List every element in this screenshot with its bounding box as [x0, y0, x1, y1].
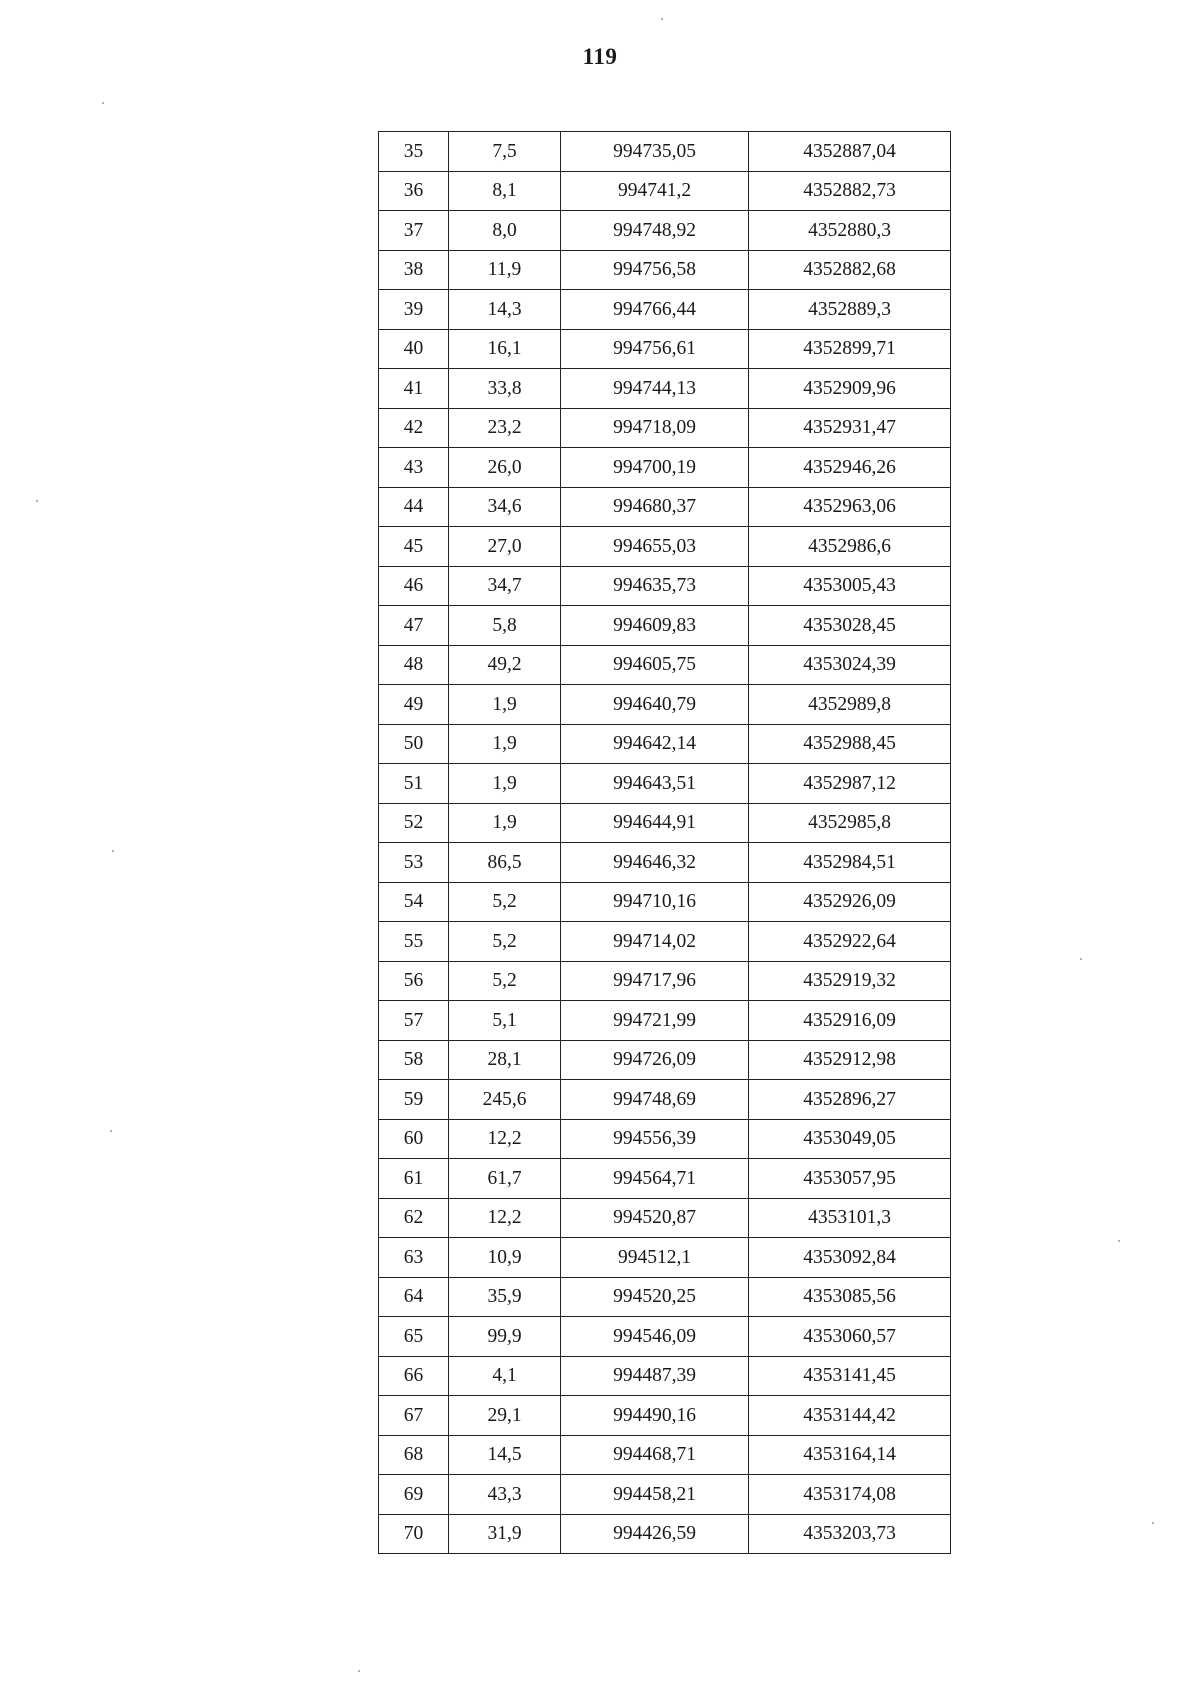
- point-number-cell: 64: [379, 1277, 449, 1317]
- x-coordinate-cell: 994520,25: [561, 1277, 749, 1317]
- segment-length-cell: 34,7: [449, 566, 561, 606]
- table-row: [379, 1435, 951, 1475]
- segment-length-cell: 99,9: [449, 1317, 561, 1357]
- point-number-cell: 53: [379, 843, 449, 883]
- table-row: [379, 1238, 951, 1278]
- table-row: [379, 211, 951, 251]
- y-coordinate-cell: 4352909,96: [749, 369, 951, 409]
- point-number-cell: 45: [379, 527, 449, 567]
- x-coordinate-cell: 994756,61: [561, 329, 749, 369]
- scan-speck: [36, 500, 38, 502]
- point-number-cell: 63: [379, 1238, 449, 1278]
- table-row: [379, 1514, 951, 1554]
- x-coordinate-cell: 994646,32: [561, 843, 749, 883]
- y-coordinate-cell: 4352963,06: [749, 487, 951, 527]
- x-coordinate-cell: 994556,39: [561, 1119, 749, 1159]
- point-number-cell: 58: [379, 1040, 449, 1080]
- table-row: [379, 1001, 951, 1041]
- table-row: [379, 250, 951, 290]
- x-coordinate-cell: 994642,14: [561, 724, 749, 764]
- point-number-cell: 51: [379, 764, 449, 804]
- segment-length-cell: 1,9: [449, 685, 561, 725]
- segment-length-cell: 35,9: [449, 1277, 561, 1317]
- y-coordinate-cell: 4353174,08: [749, 1475, 951, 1515]
- x-coordinate-cell: 994564,71: [561, 1159, 749, 1199]
- x-coordinate-cell: 994468,71: [561, 1435, 749, 1475]
- y-coordinate-cell: 4352986,6: [749, 527, 951, 567]
- y-coordinate-cell: 4352882,73: [749, 171, 951, 211]
- table-row: [379, 645, 951, 685]
- segment-length-cell: 12,2: [449, 1119, 561, 1159]
- point-number-cell: 60: [379, 1119, 449, 1159]
- segment-length-cell: 8,0: [449, 211, 561, 251]
- table-row: [379, 1356, 951, 1396]
- segment-length-cell: 7,5: [449, 132, 561, 172]
- segment-length-cell: 61,7: [449, 1159, 561, 1199]
- point-number-cell: 46: [379, 566, 449, 606]
- segment-length-cell: 29,1: [449, 1396, 561, 1436]
- table-row: [379, 1277, 951, 1317]
- point-number-cell: 67: [379, 1396, 449, 1436]
- segment-length-cell: 14,5: [449, 1435, 561, 1475]
- y-coordinate-cell: 4353085,56: [749, 1277, 951, 1317]
- point-number-cell: 35: [379, 132, 449, 172]
- x-coordinate-cell: 994680,37: [561, 487, 749, 527]
- y-coordinate-cell: 4353024,39: [749, 645, 951, 685]
- x-coordinate-cell: 994714,02: [561, 922, 749, 962]
- x-coordinate-cell: 994512,1: [561, 1238, 749, 1278]
- y-coordinate-cell: 4353144,42: [749, 1396, 951, 1436]
- segment-length-cell: 33,8: [449, 369, 561, 409]
- segment-length-cell: 49,2: [449, 645, 561, 685]
- table-row: [379, 369, 951, 409]
- x-coordinate-cell: 994609,83: [561, 606, 749, 646]
- y-coordinate-cell: 4353203,73: [749, 1514, 951, 1554]
- x-coordinate-cell: 994766,44: [561, 290, 749, 330]
- segment-length-cell: 4,1: [449, 1356, 561, 1396]
- table-body: [379, 132, 951, 1554]
- x-coordinate-cell: 994655,03: [561, 527, 749, 567]
- scan-speck: [1080, 958, 1082, 960]
- y-coordinate-cell: 4352896,27: [749, 1080, 951, 1120]
- segment-length-cell: 1,9: [449, 724, 561, 764]
- scan-speck: [112, 850, 114, 852]
- y-coordinate-cell: 4352887,04: [749, 132, 951, 172]
- table-row: [379, 1198, 951, 1238]
- point-number-cell: 68: [379, 1435, 449, 1475]
- table-row: [379, 1159, 951, 1199]
- point-number-cell: 55: [379, 922, 449, 962]
- y-coordinate-cell: 4352922,64: [749, 922, 951, 962]
- y-coordinate-cell: 4353057,95: [749, 1159, 951, 1199]
- segment-length-cell: 1,9: [449, 764, 561, 804]
- x-coordinate-cell: 994640,79: [561, 685, 749, 725]
- x-coordinate-cell: 994726,09: [561, 1040, 749, 1080]
- segment-length-cell: 10,9: [449, 1238, 561, 1278]
- y-coordinate-cell: 4352912,98: [749, 1040, 951, 1080]
- x-coordinate-cell: 994710,16: [561, 882, 749, 922]
- x-coordinate-cell: 994605,75: [561, 645, 749, 685]
- y-coordinate-cell: 4353101,3: [749, 1198, 951, 1238]
- x-coordinate-cell: 994748,92: [561, 211, 749, 251]
- y-coordinate-cell: 4352946,26: [749, 448, 951, 488]
- y-coordinate-cell: 4352916,09: [749, 1001, 951, 1041]
- table-row: [379, 1080, 951, 1120]
- coordinates-table: [378, 131, 951, 1554]
- segment-length-cell: 5,1: [449, 1001, 561, 1041]
- point-number-cell: 38: [379, 250, 449, 290]
- point-number-cell: 49: [379, 685, 449, 725]
- x-coordinate-cell: 994700,19: [561, 448, 749, 488]
- segment-length-cell: 12,2: [449, 1198, 561, 1238]
- page-number: 119: [582, 44, 618, 69]
- x-coordinate-cell: 994721,99: [561, 1001, 749, 1041]
- table-row: [379, 685, 951, 725]
- x-coordinate-cell: 994546,09: [561, 1317, 749, 1357]
- table-row: [379, 882, 951, 922]
- point-number-cell: 70: [379, 1514, 449, 1554]
- table-row: [379, 764, 951, 804]
- y-coordinate-cell: 4353028,45: [749, 606, 951, 646]
- segment-length-cell: 245,6: [449, 1080, 561, 1120]
- table-row: [379, 961, 951, 1001]
- segment-length-cell: 27,0: [449, 527, 561, 567]
- point-number-cell: 56: [379, 961, 449, 1001]
- table-row: [379, 290, 951, 330]
- x-coordinate-cell: 994644,91: [561, 803, 749, 843]
- table-row: [379, 448, 951, 488]
- y-coordinate-cell: 4352985,8: [749, 803, 951, 843]
- y-coordinate-cell: 4353164,14: [749, 1435, 951, 1475]
- segment-length-cell: 23,2: [449, 408, 561, 448]
- segment-length-cell: 86,5: [449, 843, 561, 883]
- y-coordinate-cell: 4353060,57: [749, 1317, 951, 1357]
- table-row: [379, 1396, 951, 1436]
- y-coordinate-cell: 4352919,32: [749, 961, 951, 1001]
- point-number-cell: 43: [379, 448, 449, 488]
- table-row: [379, 171, 951, 211]
- x-coordinate-cell: 994643,51: [561, 764, 749, 804]
- segment-length-cell: 34,6: [449, 487, 561, 527]
- scan-speck: [110, 1130, 112, 1132]
- x-coordinate-cell: 994520,87: [561, 1198, 749, 1238]
- segment-length-cell: 1,9: [449, 803, 561, 843]
- y-coordinate-cell: 4353005,43: [749, 566, 951, 606]
- point-number-cell: 54: [379, 882, 449, 922]
- segment-length-cell: 28,1: [449, 1040, 561, 1080]
- y-coordinate-cell: 4353049,05: [749, 1119, 951, 1159]
- segment-length-cell: 26,0: [449, 448, 561, 488]
- point-number-cell: 65: [379, 1317, 449, 1357]
- table-row: [379, 329, 951, 369]
- x-coordinate-cell: 994741,2: [561, 171, 749, 211]
- x-coordinate-cell: 994717,96: [561, 961, 749, 1001]
- x-coordinate-cell: 994744,13: [561, 369, 749, 409]
- y-coordinate-cell: 4352987,12: [749, 764, 951, 804]
- y-coordinate-cell: 4353141,45: [749, 1356, 951, 1396]
- point-number-cell: 66: [379, 1356, 449, 1396]
- point-number-cell: 41: [379, 369, 449, 409]
- segment-length-cell: 5,2: [449, 961, 561, 1001]
- point-number-cell: 40: [379, 329, 449, 369]
- point-number-cell: 47: [379, 606, 449, 646]
- x-coordinate-cell: 994748,69: [561, 1080, 749, 1120]
- y-coordinate-cell: 4352880,3: [749, 211, 951, 251]
- table-row: [379, 1040, 951, 1080]
- segment-length-cell: 16,1: [449, 329, 561, 369]
- y-coordinate-cell: 4352989,8: [749, 685, 951, 725]
- point-number-cell: 48: [379, 645, 449, 685]
- table-row: [379, 843, 951, 883]
- segment-length-cell: 43,3: [449, 1475, 561, 1515]
- segment-length-cell: 5,2: [449, 882, 561, 922]
- table-row: [379, 487, 951, 527]
- segment-length-cell: 8,1: [449, 171, 561, 211]
- y-coordinate-cell: 4352926,09: [749, 882, 951, 922]
- x-coordinate-cell: 994458,21: [561, 1475, 749, 1515]
- table-row: [379, 566, 951, 606]
- segment-length-cell: 5,8: [449, 606, 561, 646]
- point-number-cell: 44: [379, 487, 449, 527]
- x-coordinate-cell: 994487,39: [561, 1356, 749, 1396]
- scan-speck: [661, 18, 663, 20]
- y-coordinate-cell: 4353092,84: [749, 1238, 951, 1278]
- table-row: [379, 724, 951, 764]
- point-number-cell: 50: [379, 724, 449, 764]
- y-coordinate-cell: 4352931,47: [749, 408, 951, 448]
- scan-speck: [358, 1670, 360, 1672]
- table-row: [379, 1119, 951, 1159]
- table-row: [379, 408, 951, 448]
- x-coordinate-cell: 994735,05: [561, 132, 749, 172]
- scan-speck: [102, 102, 104, 104]
- x-coordinate-cell: 994718,09: [561, 408, 749, 448]
- y-coordinate-cell: 4352988,45: [749, 724, 951, 764]
- point-number-cell: 36: [379, 171, 449, 211]
- x-coordinate-cell: 994756,58: [561, 250, 749, 290]
- table-row: [379, 132, 951, 172]
- point-number-cell: 59: [379, 1080, 449, 1120]
- x-coordinate-cell: 994426,59: [561, 1514, 749, 1554]
- table-row: [379, 527, 951, 567]
- point-number-cell: 57: [379, 1001, 449, 1041]
- table-row: [379, 606, 951, 646]
- table-row: [379, 803, 951, 843]
- point-number-cell: 37: [379, 211, 449, 251]
- y-coordinate-cell: 4352882,68: [749, 250, 951, 290]
- table-row: [379, 1317, 951, 1357]
- point-number-cell: 52: [379, 803, 449, 843]
- scan-speck: [1152, 1522, 1154, 1524]
- point-number-cell: 69: [379, 1475, 449, 1515]
- point-number-cell: 39: [379, 290, 449, 330]
- segment-length-cell: 14,3: [449, 290, 561, 330]
- scan-speck: [1118, 1240, 1120, 1242]
- y-coordinate-cell: 4352984,51: [749, 843, 951, 883]
- table-row: [379, 922, 951, 962]
- table-row: [379, 1475, 951, 1515]
- y-coordinate-cell: 4352889,3: [749, 290, 951, 330]
- segment-length-cell: 5,2: [449, 922, 561, 962]
- segment-length-cell: 31,9: [449, 1514, 561, 1554]
- segment-length-cell: 11,9: [449, 250, 561, 290]
- point-number-cell: 42: [379, 408, 449, 448]
- point-number-cell: 62: [379, 1198, 449, 1238]
- point-number-cell: 61: [379, 1159, 449, 1199]
- x-coordinate-cell: 994490,16: [561, 1396, 749, 1436]
- x-coordinate-cell: 994635,73: [561, 566, 749, 606]
- y-coordinate-cell: 4352899,71: [749, 329, 951, 369]
